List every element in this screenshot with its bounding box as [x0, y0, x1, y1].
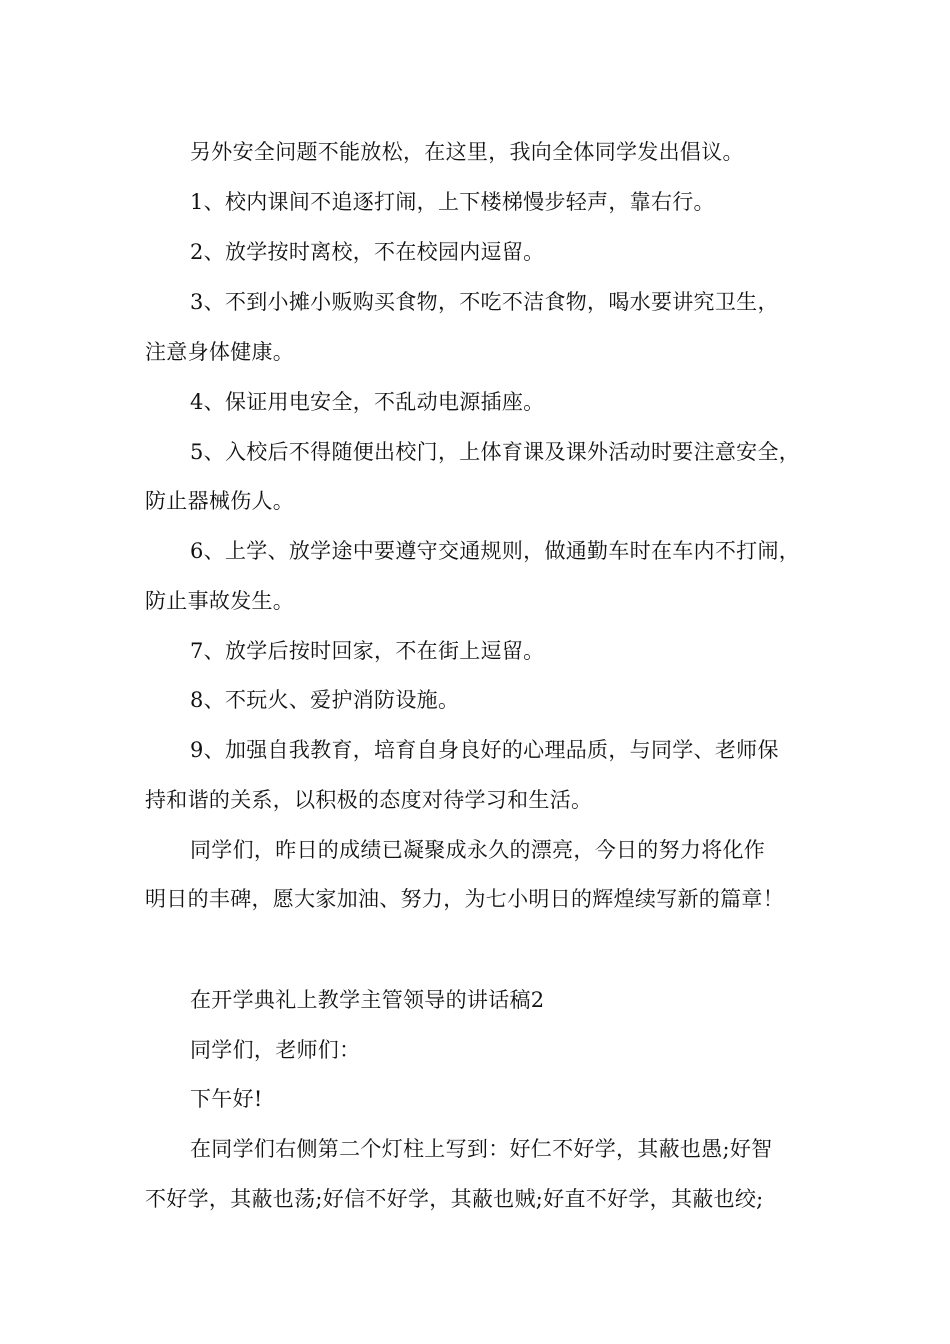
paragraph-line: 在同学们右侧第二个灯柱上写到：好仁不好学，其蔽也愚;好智 [190, 1137, 773, 1161]
paragraph-continuation: 不好学，其蔽也荡;好信不好学，其蔽也贼;好直不好学，其蔽也绞; [145, 1187, 764, 1211]
list-item-4: 4、保证用电安全，不乱动电源插座。 [190, 390, 545, 414]
list-item-1: 1、校内课间不追逐打闹，上下楼梯慢步轻声，靠右行。 [190, 190, 715, 214]
closing-paragraph-line: 同学们，昨日的成绩已凝聚成永久的漂亮，今日的努力将化作 [190, 838, 766, 862]
list-item-2: 2、放学按时离校，不在校园内逗留。 [190, 240, 545, 264]
list-item-7: 7、放学后按时回家，不在街上逗留。 [190, 639, 545, 663]
list-item-3: 3、不到小摊小贩购买食物，不吃不洁食物，喝水要讲究卫生， [190, 290, 779, 314]
list-item-9: 9、加强自我教育，培育自身良好的心理品质，与同学、老师保 [190, 738, 779, 762]
list-item-6-continuation: 防止事故发生。 [145, 589, 295, 613]
list-item-3-continuation: 注意身体健康。 [145, 340, 295, 364]
section-title: 在开学典礼上教学主管领导的讲话稿2 [190, 988, 545, 1012]
greeting: 下午好! [190, 1087, 263, 1111]
list-item-6: 6、上学、放学途中要遵守交通规则，做通勤车时在车内不打闹， [190, 539, 801, 563]
closing-paragraph-continuation: 明日的丰碑，愿大家加油、努力，为七小明日的辉煌续写新的篇章！ [145, 887, 784, 911]
list-item-9-continuation: 持和谐的关系，以积极的态度对待学习和生活。 [145, 788, 593, 812]
list-item-8: 8、不玩火、爱护消防设施。 [190, 688, 460, 712]
list-item-5: 5、入校后不得随便出校门，上体育课及课外活动时要注意安全， [190, 440, 801, 464]
list-item-5-continuation: 防止器械伤人。 [145, 489, 295, 513]
paragraph-line: 另外安全问题不能放松，在这里，我向全体同学发出倡议。 [190, 140, 744, 164]
salutation: 同学们，老师们： [190, 1038, 361, 1062]
